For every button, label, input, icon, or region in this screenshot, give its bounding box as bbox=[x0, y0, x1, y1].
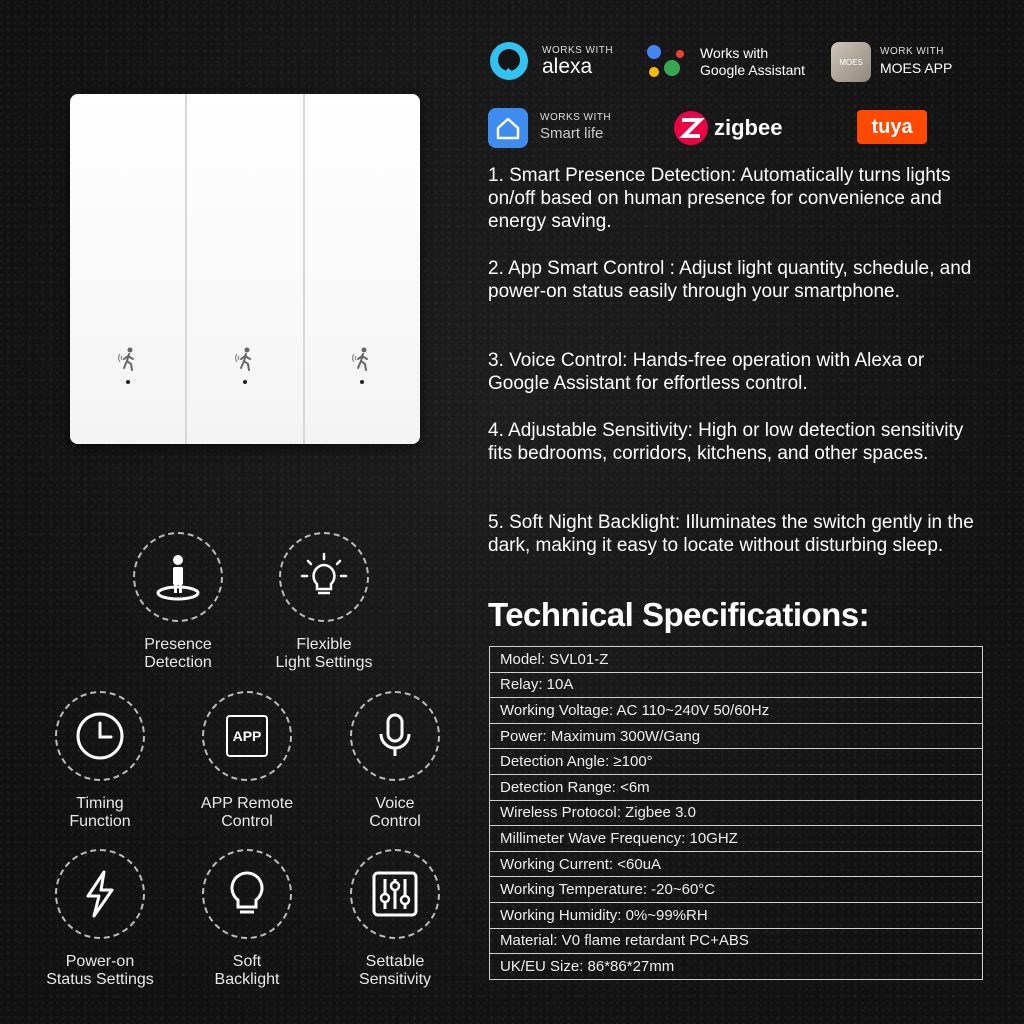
motion-sensor-icon bbox=[349, 346, 375, 372]
feature-label: Timing Function bbox=[69, 795, 131, 830]
spec-row bbox=[490, 672, 983, 698]
indicator-led bbox=[243, 380, 247, 384]
app-icon-text: APP bbox=[232, 728, 262, 744]
clock-icon bbox=[74, 710, 126, 762]
feature-label: Presence Detection bbox=[144, 636, 212, 671]
moes-label: MOES APP bbox=[880, 60, 953, 76]
feature-presence-detection bbox=[103, 532, 253, 672]
motion-sensor-icon bbox=[115, 346, 141, 372]
spec-cell: Working Current: <60uA bbox=[490, 851, 983, 877]
zigbee-icon bbox=[673, 110, 709, 146]
spec-cell: Wireless Protocol: Zigbee 3.0 bbox=[490, 800, 983, 826]
feature-timing-function bbox=[25, 691, 175, 831]
moes-icon bbox=[831, 42, 871, 82]
spec-row bbox=[490, 928, 983, 954]
smart-life-works-with: WORKS WITH bbox=[540, 112, 612, 123]
spec-cell: Power: Maximum 300W/Gang bbox=[490, 723, 983, 749]
microphone-icon bbox=[369, 710, 421, 762]
switch-gang-3 bbox=[305, 94, 420, 444]
feature-soft-backlight bbox=[172, 849, 322, 989]
bulb-glow-icon bbox=[298, 551, 350, 603]
spec-row bbox=[490, 954, 983, 980]
spec-cell: Working Humidity: 0%~99%RH bbox=[490, 902, 983, 928]
app-icon bbox=[226, 715, 268, 757]
moes-logo bbox=[831, 42, 952, 82]
zigbee-logo bbox=[673, 110, 782, 146]
spec-cell: Working Voltage: AC 110~240V 50/60Hz bbox=[490, 698, 983, 724]
smart-life-icon bbox=[488, 108, 528, 148]
feature-label: Soft Backlight bbox=[214, 953, 280, 988]
sliders-icon bbox=[369, 868, 421, 920]
spec-row bbox=[490, 774, 983, 800]
description-4: 4. Adjustable Sensitivity: High or low detection sensitivity fits bedrooms, corridors, kitchens, and other spaces. bbox=[488, 420, 964, 464]
google-works-with: Works with bbox=[700, 45, 769, 61]
feature-settable-sensitivity bbox=[320, 849, 470, 989]
spec-row bbox=[490, 698, 983, 724]
spec-table bbox=[489, 646, 983, 980]
description-1: 1. Smart Presence Detection: Automatically turns lights on/off based on human presence for convenience and energy saving. bbox=[488, 165, 951, 232]
spec-row bbox=[490, 647, 983, 673]
google-assistant-icon bbox=[644, 42, 686, 82]
feature-label: Power-on Status Settings bbox=[46, 953, 154, 988]
bulb-icon bbox=[221, 868, 273, 920]
lightning-icon bbox=[74, 868, 126, 920]
spec-cell: Material: V0 flame retardant PC+ABS bbox=[490, 928, 983, 954]
tuya-label: tuya bbox=[871, 115, 913, 138]
smart-life-logo bbox=[488, 108, 611, 148]
switch-gang-2 bbox=[187, 94, 304, 444]
indicator-led bbox=[360, 380, 364, 384]
spec-cell: Model: SVL01-Z bbox=[490, 647, 983, 673]
moes-works-with: WORK WITH bbox=[880, 46, 944, 57]
moes-badge-text: MOES bbox=[839, 57, 863, 67]
feature-power-on-status bbox=[25, 849, 175, 989]
feature-flexible-light-settings bbox=[249, 532, 399, 672]
feature-label: Flexible Light Settings bbox=[275, 636, 373, 671]
alexa-icon bbox=[488, 40, 530, 82]
spec-row bbox=[490, 851, 983, 877]
spec-title: Technical Specifications: bbox=[488, 596, 870, 633]
google-label: Google Assistant bbox=[700, 62, 806, 78]
alexa-label: alexa bbox=[542, 55, 593, 78]
zigbee-label: zigbee bbox=[714, 115, 783, 140]
indicator-led bbox=[126, 380, 130, 384]
feature-label: Voice Control bbox=[369, 795, 421, 830]
description-3: 3. Voice Control: Hands-free operation with Alexa or Google Assistant for effortless control. bbox=[488, 350, 925, 394]
smart-life-label: Smart life bbox=[540, 125, 604, 142]
spec-cell: Detection Range: <6m bbox=[490, 774, 983, 800]
alexa-works-with: WORKS WITH bbox=[542, 45, 614, 56]
alexa-logo bbox=[488, 40, 613, 82]
google-assistant-logo bbox=[644, 42, 805, 82]
feature-label: APP Remote Control bbox=[200, 795, 294, 830]
feature-app-remote-control bbox=[172, 691, 322, 831]
spec-row bbox=[490, 877, 983, 903]
switch-panel bbox=[70, 94, 420, 444]
spec-cell: UK/EU Size: 86*86*27mm bbox=[490, 954, 983, 980]
spec-cell: Detection Angle: ≥100° bbox=[490, 749, 983, 775]
spec-row bbox=[490, 826, 983, 852]
spec-cell: Millimeter Wave Frequency: 10GHZ bbox=[490, 826, 983, 852]
spec-row bbox=[490, 723, 983, 749]
description-2: 2. App Smart Control : Adjust light quantity, schedule, and power-on status easily through your smartphone. bbox=[488, 258, 972, 302]
switch-gang-1 bbox=[70, 94, 187, 444]
person-presence-icon bbox=[152, 551, 204, 603]
spec-row bbox=[490, 902, 983, 928]
spec-cell: Relay: 10A bbox=[490, 672, 983, 698]
spec-cell: Working Temperature: -20~60°C bbox=[490, 877, 983, 903]
description-5: 5. Soft Night Backlight: Illuminates the switch gently in the dark, making it easy to locate without disturbing sleep. bbox=[488, 512, 974, 556]
feature-voice-control bbox=[320, 691, 470, 831]
spec-row bbox=[490, 749, 983, 775]
spec-row bbox=[490, 800, 983, 826]
motion-sensor-icon bbox=[232, 346, 258, 372]
tuya-logo bbox=[857, 110, 927, 144]
feature-label: Settable Sensitivity bbox=[358, 953, 432, 988]
